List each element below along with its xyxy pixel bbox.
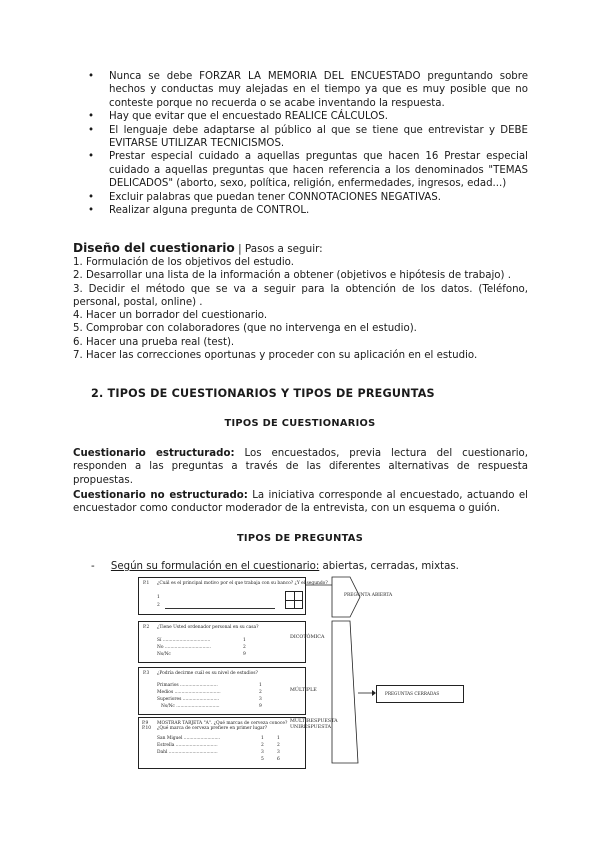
structured-text: Los encuestados, previa lectura del cuestionario, responden a las preguntas a través de las diferentes alternativas de respuesta propuestas. xyxy=(73,448,528,486)
question-box-multiple xyxy=(138,667,306,715)
bullet-icon: • xyxy=(88,151,95,163)
option-code: 2 xyxy=(277,743,280,748)
option-label: Primarios ........................... xyxy=(157,683,218,688)
list-item: 2. Desarrollar una lista de la información a obtener (objetivos e hipótesis de trabajo) . xyxy=(73,270,511,282)
question-types-heading: TIPOS DE PREGUNTAS xyxy=(236,533,364,544)
dash-marker: - xyxy=(91,561,95,572)
option-label: No ................................. xyxy=(157,645,211,650)
list-item: 1. Formulación de los objetivos del estudio. xyxy=(73,257,294,268)
option-label: Ns/Nc ............................... xyxy=(161,704,220,709)
structured-term: Cuestionario estructurado: xyxy=(73,448,235,459)
option-label: San Miguel .......................... xyxy=(157,736,221,741)
category-multirespuesta: MULTIRESPUESTA UNIRESPUESTA xyxy=(290,719,338,730)
option-label: Ns/Nc xyxy=(157,652,171,657)
design-title: Diseño del cuestionario xyxy=(73,241,235,255)
recommendations-list xyxy=(88,70,528,217)
question-text: ¿Cuál es el principal motivo por el que trabaja con su banco? ¿Y el segundo? xyxy=(157,581,328,586)
option-label: Estrella .............................. xyxy=(157,743,218,748)
answer-line xyxy=(165,608,275,609)
category-dicotomica: DICOTÓMICA xyxy=(290,635,325,640)
questionnaire-types-heading: TIPOS DE CUESTIONARIOS xyxy=(224,418,376,429)
question-text: ¿Tiene Usted ordenador personal en su casa? xyxy=(157,625,259,630)
design-subtitle: | Pasos a seguir: xyxy=(238,243,323,255)
option-code: 2 xyxy=(243,645,246,650)
option-code: 1 xyxy=(243,638,246,643)
question-number: P.1 xyxy=(143,581,150,586)
formulation-text: abiertas, cerradas, mixtas. xyxy=(319,561,459,572)
bullet-icon: • xyxy=(88,191,95,203)
bullet-icon: • xyxy=(88,71,95,82)
label-abierta: PREGUNTA ABIERTA xyxy=(344,593,393,598)
question-number: P.3 xyxy=(143,671,150,676)
option-code: 6 xyxy=(277,757,280,762)
question-text: MOSTRAR TARJETA "A". ¿Qué marcas de cerveza conoce? ¿Qué marca de cerveza prefiere en primer lugar? xyxy=(157,721,288,731)
answer-line-label: 2 xyxy=(157,603,160,608)
question-number: P.9 P.10 xyxy=(142,721,152,731)
option-label: Dahl ................................... xyxy=(157,750,218,755)
list-item: 4. Hacer un borrador del cuestionario. xyxy=(73,310,268,322)
formulation-item xyxy=(91,560,459,573)
list-item: 5. Comprobar con colaboradores (que no intervenga en el estudio). xyxy=(73,323,417,335)
option-code: 1 xyxy=(277,736,280,741)
option-code: 9 xyxy=(243,652,246,657)
bullet-icon: • xyxy=(88,124,95,136)
coding-grid-icon xyxy=(285,591,303,609)
design-heading xyxy=(73,241,323,256)
option-code: 5 xyxy=(261,757,264,762)
option-code: 3 xyxy=(259,697,262,702)
option-code: 2 xyxy=(261,743,264,748)
option-label: Medios ................................. xyxy=(157,690,221,695)
cerradas-bracket-shape xyxy=(332,621,358,763)
list-item: • Hay que evitar que el encuestado REALICE CÁLCULOS. xyxy=(88,111,389,123)
list-item: • El lenguaje debe adaptarse al público al que se tiene que entrevistar y DEBE EVITARSE UTILIZAR TECNICISMOS. xyxy=(88,124,528,150)
list-item: 3. Decidir el método que se va a seguir para la obtención de los datos. (Teléfono, personal, postal, online) . xyxy=(73,283,528,308)
bullet-icon: • xyxy=(88,111,95,123)
question-box-dichotomous xyxy=(138,621,306,663)
label-cerradas-box xyxy=(376,685,464,703)
category-multiple: MÚLTIPLE xyxy=(290,688,317,693)
list-item: 7. Hacer las correcciones oportunas y proceder con su aplicación en el estudio. xyxy=(73,350,478,362)
structured-paragraph xyxy=(73,447,528,487)
option-code: 1 xyxy=(261,736,264,741)
list-item: • Nunca se debe FORZAR LA MEMORIA DEL ENCUESTADO preguntando sobre hechos y conductas muy alejadas en el tiempo ya que es muy posible que no conteste porque no recuerda o se acabe inventando la respuesta. xyxy=(88,71,528,109)
list-item: • Excluir palabras que puedan tener CONNOTACIONES NEGATIVAS. xyxy=(88,191,441,203)
answer-line-label: 1 xyxy=(157,595,160,600)
option-code: 2 xyxy=(259,690,262,695)
option-label: Sí .................................. xyxy=(157,638,211,643)
design-steps-list xyxy=(73,256,528,362)
question-text: ¿Podría decirme cuál es su nivel de estudios? xyxy=(157,671,258,676)
unstructured-text: La iniciativa corresponde al encuestado, actuando el encuestador como conductor moderador de la entrevista, con un esquema o guión. xyxy=(73,490,528,515)
label-cerradas: PREGUNTAS CERRADAS xyxy=(385,691,440,696)
option-code: 3 xyxy=(277,750,280,755)
question-types-figure xyxy=(136,573,476,771)
option-code: 1 xyxy=(259,683,262,688)
list-item: • Realizar alguna pregunta de CONTROL. xyxy=(88,205,310,217)
section-title: 2. TIPOS DE CUESTIONARIOS Y TIPOS DE PREGUNTAS xyxy=(91,387,435,400)
formulation-label-text: Según su formulación en el cuestionario: xyxy=(110,561,320,572)
question-box-multiresponse xyxy=(138,717,306,769)
option-label: Superiores .......................... xyxy=(157,697,220,702)
option-code: 3 xyxy=(261,750,264,755)
option-code: 9 xyxy=(259,704,262,709)
question-box-open xyxy=(138,577,328,615)
unstructured-paragraph xyxy=(73,489,528,516)
list-item: 6. Hacer una prueba real (test). xyxy=(73,336,235,348)
question-number: P.2 xyxy=(143,625,150,630)
bullet-icon: • xyxy=(88,205,95,217)
unstructured-term: Cuestionario no estructurado: xyxy=(73,490,248,501)
list-item: • Prestar especial cuidado a aquellas preguntas que hacen 16 Prestar especial cuidado a aquellas preguntas que hacen referencia a los denominados "TEMAS DELICADOS" (aborto, sexo, política, religión, enfermedades, ingresos, edad...) xyxy=(88,151,528,190)
